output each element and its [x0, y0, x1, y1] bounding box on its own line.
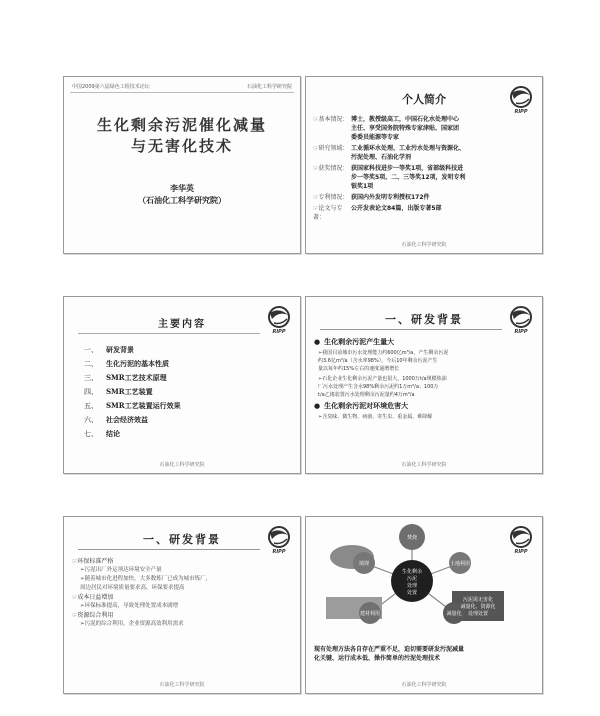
- detail-line: ➢石化企业生化剩余污泥产量也很大，1000万t/a规模炼油: [318, 376, 447, 382]
- summary-line: 化关键、运行成本低、操作简单的污泥处理技术: [314, 655, 441, 662]
- contents-item: [84, 357, 181, 371]
- point-detail: ➢污泥出厂外运须达环境安全产量: [80, 567, 162, 573]
- point-detail: ➢随着城市化进程加快，大多数炼厂已成为城市炼厂，: [80, 576, 212, 582]
- contents-list: [84, 343, 181, 441]
- bio-value-line: 公开发表论文84篇，出版专著5部: [351, 205, 442, 212]
- bio-value: [351, 144, 532, 162]
- bio-value-line: 获国内外发明专利授权172件: [351, 194, 430, 201]
- slide-diagram: [305, 516, 543, 694]
- organization: （石油化工科学研究院）: [138, 195, 226, 205]
- bio-row: [313, 193, 532, 202]
- bio-value-line: 获国家科技进步一等奖1项，省部级科技进: [351, 165, 464, 172]
- bio-value-line: 委委员能源等专家: [351, 134, 400, 141]
- node-label: 减量化: [446, 611, 462, 617]
- contents-number: 三、: [84, 374, 98, 382]
- bio-value: [351, 193, 532, 202]
- divider: [78, 549, 260, 550]
- contents-item: [84, 385, 181, 399]
- bio-value-line: 工业循环水处理、工业污水处理与资源化、: [351, 145, 466, 152]
- divider: [320, 329, 502, 330]
- contents-number: 二、: [84, 360, 98, 368]
- detail-line: ➢我国目前城市污水处理能力约600亿m³/a，产生剩余污泥: [318, 350, 449, 356]
- logo-text: RIPP: [514, 549, 528, 555]
- bio-value-line: 污泥处理、石油化学剂: [351, 154, 412, 161]
- slide-title: 个人简介: [402, 93, 446, 106]
- contents-text: SMR工艺技术原理: [106, 373, 167, 382]
- bullet-detail: [314, 375, 532, 399]
- presentation-title: [64, 115, 300, 157]
- bio-value: [351, 164, 532, 191]
- bio-key: ☞论文与专著：: [313, 205, 343, 221]
- bullet-heading: ● 生化剩余污泥对环境危害大: [314, 401, 532, 411]
- bullet-detail: [314, 413, 532, 421]
- bio-row: [313, 204, 532, 222]
- contents-number: 四、: [84, 388, 98, 396]
- bio-key: ☞研究领域：: [313, 145, 349, 152]
- point-detail: ➢环保标准提高，导致处理处置成本剧增: [80, 603, 179, 609]
- contents-number: 一、: [84, 346, 98, 354]
- title-line-2: 与无害化技术: [130, 137, 233, 155]
- detail-line: 量以每年约15%左右的速度递增增长: [318, 366, 400, 372]
- center-label: 处理: [406, 583, 418, 589]
- bio-key: ☞获奖情况：: [313, 165, 349, 172]
- detail-line: ➢含臭味、微生物、病菌、寄生虫、重金属、难降解: [318, 414, 433, 420]
- summary-line: 现有处理方法各自存在严重不足，迫切需要研发污泥减量: [314, 646, 465, 653]
- bio-value: [351, 115, 532, 142]
- point-heading: ☞环保标准严格: [72, 558, 114, 565]
- point-detail: ➢污泥的综合利用，企业资源高效利用需求: [80, 621, 184, 627]
- node-label: 填埋: [358, 561, 370, 567]
- divider: [70, 92, 294, 93]
- detail-line: 厂污水处理产生含水98%剩余污泥约1万m³/a；100万: [318, 384, 439, 390]
- footer: 石油化工科学研究院: [401, 462, 447, 468]
- detail-line: t/a乙烯装置污水处理剩余污泥量约4万m³/a: [318, 392, 415, 398]
- slide-body: [314, 335, 532, 421]
- title-line-1: 生化剩余污泥催化减量: [96, 116, 267, 134]
- contents-item: [84, 343, 181, 357]
- slide-title: 主要内容: [158, 319, 206, 330]
- bio-value-line: 博士，教授级高工，中国石化水处理中心: [351, 116, 460, 123]
- slide-title: 一、研发背景: [143, 533, 221, 546]
- sludge-disposal-diagram: [312, 521, 512, 641]
- contents-number: 六、: [84, 416, 98, 424]
- node-label: 土地利用: [449, 561, 471, 567]
- contents-item: [84, 427, 181, 441]
- contents-text: 研发背景: [106, 345, 134, 354]
- contents-item: [84, 371, 181, 385]
- footer: 石油化工科学研究院: [159, 462, 205, 468]
- logo-text: RIPP: [514, 329, 528, 335]
- slide-title: 一、研发背景: [385, 313, 463, 326]
- contents-text: SMR工艺装置: [106, 387, 153, 396]
- note-label: 污泥需无害化: [462, 597, 494, 603]
- node-label: 焚烧: [406, 535, 418, 541]
- contents-item: [84, 399, 181, 413]
- slide-title: [63, 76, 301, 254]
- bio-list: [313, 115, 532, 224]
- divider: [78, 333, 260, 334]
- contents-item: [84, 413, 181, 427]
- bullet-detail: [314, 349, 532, 373]
- note-label: 处理处置: [467, 611, 489, 617]
- bio-value-line: 步一等奖5项、二、三等奖12项，发明专利: [351, 174, 466, 181]
- slide-bio: [305, 76, 543, 254]
- center-label: 生化剩余: [401, 569, 423, 575]
- detail-line: 约3.6亿m³/a（含水率98%），今后10年剩余污泥产生: [318, 358, 438, 364]
- slide-header-left: 中国2009第六届绿色工程技术论坛: [72, 84, 150, 90]
- footer: 石油化工科学研究院: [159, 682, 205, 688]
- center-label: 污泥: [406, 576, 418, 582]
- contents-number: 五、: [84, 402, 98, 410]
- contents-text: 结论: [106, 429, 120, 438]
- contents-text: 生化污泥的基本性质: [106, 359, 169, 368]
- slide-background-2: [63, 516, 301, 694]
- bio-row: [313, 164, 532, 191]
- logo-text: RIPP: [272, 329, 286, 335]
- bio-row: [313, 144, 532, 162]
- bio-key: ☞专利情况：: [313, 194, 349, 201]
- note-label: 减量化、资源化: [460, 604, 496, 610]
- contents-text: SMR工艺装置运行效果: [106, 401, 181, 410]
- bullet-heading: ● 生化剩余污泥产生量大: [314, 337, 532, 347]
- slide-background-1: [305, 296, 543, 474]
- logo-text: RIPP: [272, 549, 286, 555]
- bio-row: [313, 115, 532, 142]
- slide-contents: [63, 296, 301, 474]
- point-detail: 周边居民对环境质量要求高，环保要求提高: [80, 585, 185, 591]
- slide-summary: [314, 645, 536, 663]
- point-heading: ☞成本日益增加: [72, 594, 114, 601]
- center-label: 处置: [406, 590, 418, 596]
- slide-body: [72, 557, 290, 629]
- footer: 石油化工科学研究院: [401, 682, 447, 688]
- author: 李华英: [170, 183, 194, 193]
- bio-value: [351, 204, 532, 222]
- bio-value-line: 银奖1项: [351, 183, 374, 190]
- footer: 石油化工科学研究院: [401, 242, 447, 248]
- bio-key: ☞基本情况：: [313, 116, 349, 123]
- contents-text: 社会经济效益: [106, 415, 148, 424]
- contents-number: 七、: [84, 430, 98, 438]
- slide-header-right: 石油化工科学研究院: [246, 84, 292, 90]
- logo-text: RIPP: [514, 109, 528, 115]
- node-label: 建材利用: [359, 611, 381, 617]
- point-heading: ☞资源综合利用: [72, 612, 114, 619]
- bio-value-line: 主任、享受国务院特殊专家津贴、国家团: [351, 125, 460, 132]
